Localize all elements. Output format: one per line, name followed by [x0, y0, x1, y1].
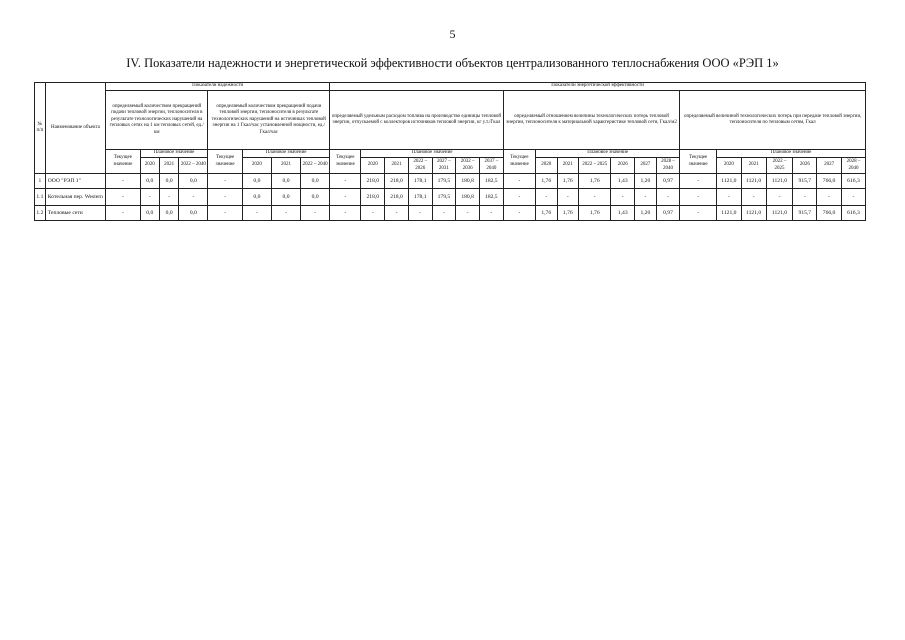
header-year: 2022 – 2040 — [301, 158, 330, 174]
value-cell: 1121,0 — [716, 206, 741, 221]
header-year: 2020 — [242, 158, 271, 174]
header-name: Наименование объекта — [45, 83, 105, 174]
value-cell: - — [579, 189, 611, 206]
header-current: Текущее значение — [330, 150, 361, 174]
value-cell: 0,97 — [656, 206, 680, 221]
value-cell: 1121,0 — [716, 174, 741, 189]
header-year: 2022 – 2025 — [766, 158, 793, 174]
header-year: 2020 — [140, 158, 159, 174]
row-number: 1 — [35, 174, 46, 189]
header-year: 2022 – 2025 — [579, 158, 611, 174]
table-body — [35, 174, 866, 221]
value-cell: - — [766, 189, 793, 206]
header-year: 2020 — [535, 158, 557, 174]
value-cell: 0,0 — [242, 174, 271, 189]
header-year: 2028 – 2040 — [656, 158, 680, 174]
header-planned: Плановое значение — [361, 150, 503, 158]
table-row — [35, 174, 866, 189]
value-cell: 218,0 — [361, 189, 385, 206]
value-cell: 915,7 — [793, 174, 817, 189]
header-current: Текущее значение — [503, 150, 535, 174]
value-cell: - — [408, 206, 432, 221]
header-planned: Плановое значение — [535, 150, 679, 158]
value-cell: 1121,0 — [766, 174, 793, 189]
value-cell: - — [611, 189, 635, 206]
value-cell: - — [271, 206, 300, 221]
value-cell: - — [432, 206, 456, 221]
value-cell: - — [456, 206, 480, 221]
header-year: 2021 — [557, 158, 579, 174]
value-cell: - — [479, 206, 503, 221]
value-cell: - — [330, 174, 361, 189]
value-cell: - — [817, 189, 842, 206]
row-number: 1.2 — [35, 206, 46, 221]
value-cell: - — [503, 189, 535, 206]
header-year: 2027 — [817, 158, 842, 174]
value-cell: 1,43 — [611, 206, 635, 221]
header-indicator-fuel: определяемый удельным расходом топлива на производство единицы тепловой энергии, отпускаемой с коллекторов источников тепловой энергии, кг у.т./Гкал — [330, 91, 503, 150]
value-cell: 1,76 — [579, 174, 611, 189]
value-cell: 915,7 — [793, 206, 817, 221]
header-planned: Плановое значение — [242, 150, 329, 158]
value-cell: - — [208, 174, 242, 189]
header-reliability-group: Показатели надежности — [106, 83, 330, 91]
value-cell: - — [680, 174, 717, 189]
header-current: Текущее значение — [106, 150, 140, 174]
value-cell: 0,0 — [159, 206, 178, 221]
row-number: 1.1 — [35, 189, 46, 206]
header-year: 2021 — [271, 158, 300, 174]
value-cell: - — [301, 206, 330, 221]
value-cell: 0,0 — [140, 206, 159, 221]
value-cell: 182,5 — [479, 189, 503, 206]
value-cell: 1,20 — [635, 174, 657, 189]
value-cell: 180,8 — [456, 174, 480, 189]
header-current: Текущее значение — [680, 150, 717, 174]
value-cell: 1121,0 — [741, 174, 766, 189]
header-year: 2020 — [361, 158, 385, 174]
value-cell: - — [741, 189, 766, 206]
value-cell: 0,0 — [242, 189, 271, 206]
header-year: 2021 — [741, 158, 766, 174]
value-cell: - — [208, 189, 242, 206]
value-cell: 218,0 — [385, 189, 409, 206]
object-name: ООО "РЭП 1" — [45, 174, 105, 189]
value-cell: 182,5 — [479, 174, 503, 189]
value-cell: 0,0 — [271, 174, 300, 189]
value-cell: 616,3 — [841, 174, 865, 189]
value-cell: 1,20 — [635, 206, 657, 221]
header-year: 2032 – 2036 — [456, 158, 480, 174]
value-cell: - — [716, 189, 741, 206]
object-name: Котельная пер. Western — [45, 189, 105, 206]
value-cell: - — [680, 189, 717, 206]
value-cell: 179,5 — [432, 189, 456, 206]
header-year: 2037 – 2040 — [479, 158, 503, 174]
value-cell: - — [635, 189, 657, 206]
value-cell: - — [208, 206, 242, 221]
object-name: Тепловые сети — [45, 206, 105, 221]
value-cell: 0,0 — [140, 174, 159, 189]
value-cell: - — [330, 206, 361, 221]
value-cell: 0,97 — [656, 174, 680, 189]
header-year: 2026 — [793, 158, 817, 174]
value-cell: - — [106, 189, 140, 206]
value-cell: 1121,0 — [741, 206, 766, 221]
value-cell: 0,0 — [301, 174, 330, 189]
value-cell: - — [361, 206, 385, 221]
value-cell: 1,76 — [557, 174, 579, 189]
value-cell: - — [330, 189, 361, 206]
value-cell: 218,0 — [361, 174, 385, 189]
indicators-table — [34, 82, 866, 221]
value-cell: - — [179, 189, 208, 206]
header-year: 2021 — [159, 158, 178, 174]
header-indicator-losses-ratio: определяемый отношением величины технологических потерь тепловой энергии, теплоносителя к материальной характеристике тепловой сети, Гкал/м2 — [503, 91, 680, 150]
value-cell: - — [841, 189, 865, 206]
header-year: 2021 — [385, 158, 409, 174]
value-cell: - — [140, 189, 159, 206]
value-cell: 178,1 — [408, 189, 432, 206]
header-planned: Плановое значение — [716, 150, 865, 158]
header-num: № п/п — [35, 83, 46, 174]
value-cell: - — [503, 174, 535, 189]
value-cell: 1,43 — [611, 174, 635, 189]
value-cell: 0,0 — [301, 189, 330, 206]
value-cell: 0,0 — [159, 174, 178, 189]
value-cell: - — [503, 206, 535, 221]
value-cell: 179,5 — [432, 174, 456, 189]
value-cell: 1,76 — [579, 206, 611, 221]
header-indicator-outages-sources: определяемый количеством прекращений подачи тепловой энергии, теплоносителя в результате технологических нарушений на источниках тепловой энергии на 1 Гкал/час установленной мощности, ед./Гкал/час — [208, 91, 330, 150]
value-cell: - — [535, 189, 557, 206]
value-cell: 1,76 — [535, 206, 557, 221]
page-number: 5 — [449, 27, 456, 41]
value-cell: 0,0 — [271, 189, 300, 206]
value-cell: - — [656, 189, 680, 206]
value-cell: - — [106, 174, 140, 189]
header-year: 2022 – 2040 — [179, 158, 208, 174]
value-cell: 1,76 — [557, 206, 579, 221]
document-title: IV. Показатели надежности и энергетической эффективности объектов централизованного теплоснабжения ООО «РЭП 1» — [126, 56, 779, 70]
value-cell: 218,0 — [385, 174, 409, 189]
header-year: 2027 – 2031 — [432, 158, 456, 174]
header-efficiency-group: Показатели энергетической эффективности — [330, 83, 866, 91]
value-cell: - — [793, 189, 817, 206]
header-year: 2022 – 2026 — [408, 158, 432, 174]
value-cell: 766,0 — [817, 174, 842, 189]
header-year: 2027 — [635, 158, 657, 174]
table-row — [35, 189, 866, 206]
value-cell: - — [106, 206, 140, 221]
header-year: 2020 — [716, 158, 741, 174]
value-cell: - — [242, 206, 271, 221]
value-cell: 180,8 — [456, 189, 480, 206]
value-cell: 616,3 — [841, 206, 865, 221]
header-year: 2028 – 2040 — [841, 158, 865, 174]
value-cell: - — [159, 189, 178, 206]
value-cell: - — [557, 189, 579, 206]
value-cell: 1121,0 — [766, 206, 793, 221]
header-indicator-losses: определяемый величиной технологических потерь при передаче тепловой энергии, теплоносителя по тепловым сетям, Гкал — [680, 91, 866, 150]
header-planned: Плановое значение — [140, 150, 208, 158]
value-cell: - — [385, 206, 409, 221]
header-year: 2026 — [611, 158, 635, 174]
header-indicator-outages: определяемый количеством прекращений подачи тепловой энергии, теплоносителя в результате технологических нарушений на тепловых сетях на 1 км тепловых сетей, ед./км — [106, 91, 208, 150]
header-current: Текущее значение — [208, 150, 242, 174]
table-row — [35, 206, 866, 221]
value-cell: 1,76 — [535, 174, 557, 189]
value-cell: 766,0 — [817, 206, 842, 221]
value-cell: - — [680, 206, 717, 221]
value-cell: 178,1 — [408, 174, 432, 189]
value-cell: 0,0 — [179, 174, 208, 189]
value-cell: 0,0 — [179, 206, 208, 221]
